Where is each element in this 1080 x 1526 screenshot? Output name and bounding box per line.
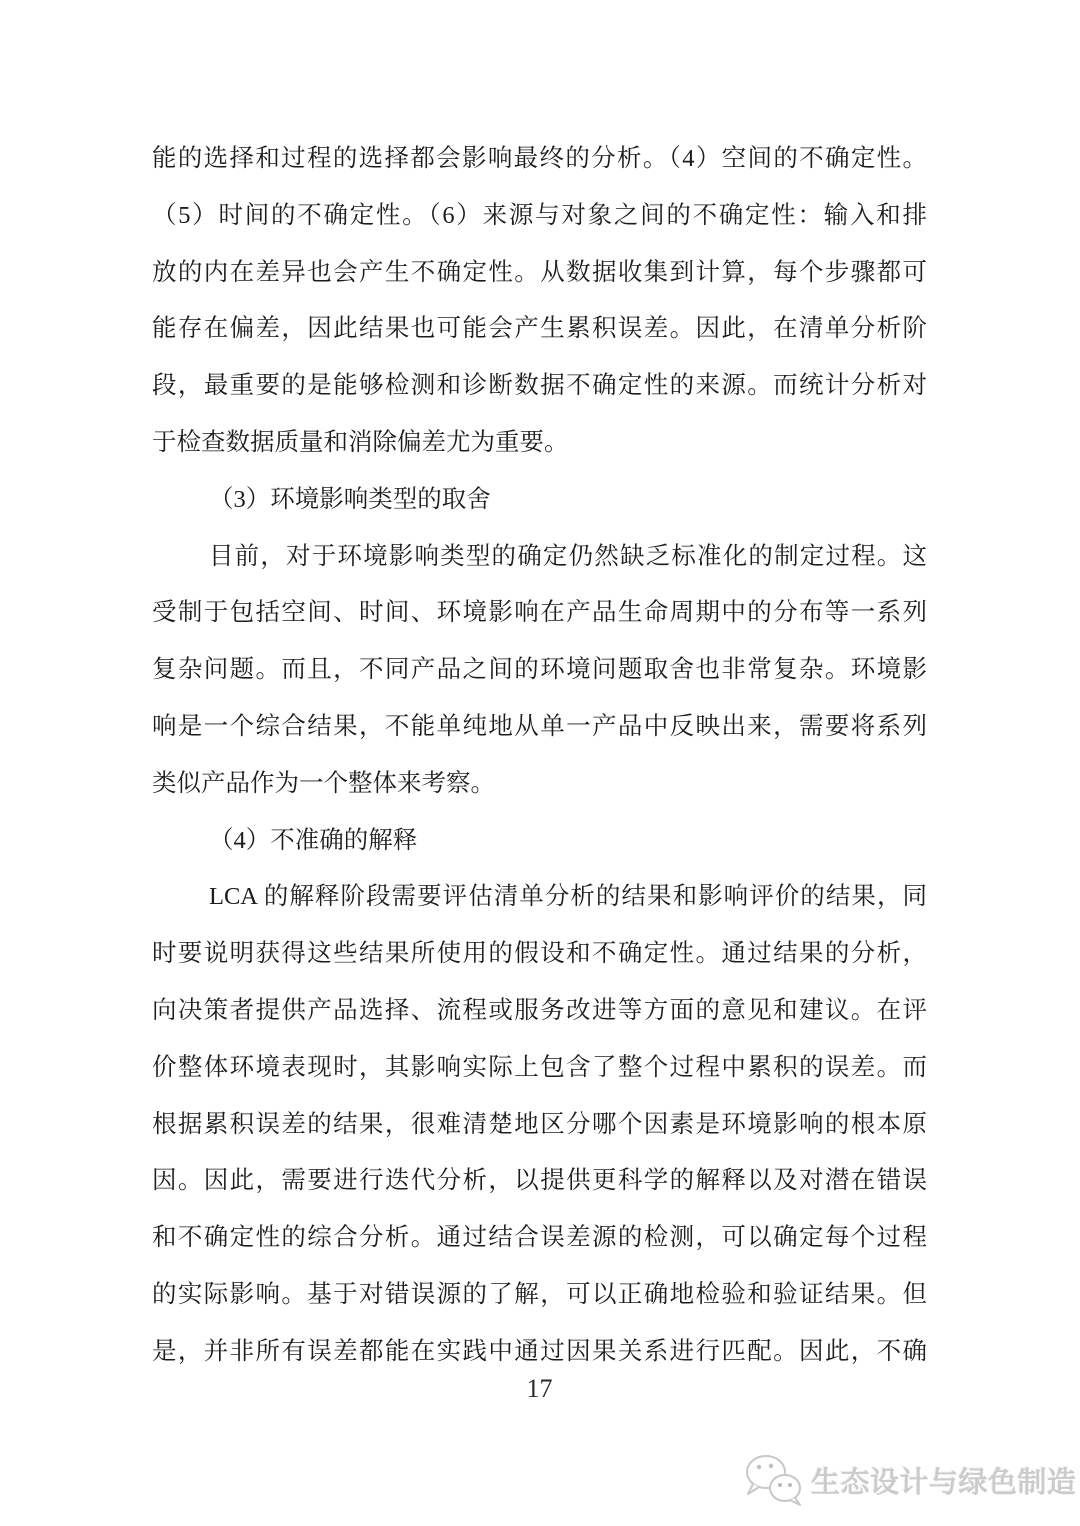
text-line: 时要说明获得这些结果所使用的假设和不确定性。通过结果的分析， <box>152 940 927 968</box>
text-line: 响是一个综合结果，不能单纯地从单一产品中反映出来，需要将系列 <box>152 712 927 740</box>
text-line: 段，最重要的是能够检测和诊断数据不确定性的来源。而统计分析对 <box>152 372 927 400</box>
text-line: 类似产品作为一个整体来考察。 <box>152 769 495 797</box>
text-line: 放的内在差异也会产生不确定性。从数据收集到计算，每个步骤都可 <box>152 258 927 286</box>
text-line: 和不确定性的综合分析。通过结合误差源的检测，可以确定每个过程 <box>152 1224 927 1252</box>
text-line: 于检查数据质量和消除偏差尤为重要。 <box>152 428 569 456</box>
text-line: （5）时间的不确定性。（6）来源与对象之间的不确定性：输入和排 <box>152 201 927 229</box>
wechat-watermark <box>744 1452 1077 1508</box>
text-line: 是，并非所有误差都能在实践中通过因果关系进行匹配。因此，不确 <box>152 1337 927 1365</box>
watermark-label: 生态设计与绿色制造 <box>811 1466 1077 1499</box>
page-number: 17 <box>526 1374 553 1403</box>
page-body-text <box>152 131 927 1381</box>
wechat-logo-icon <box>744 1452 804 1508</box>
text-line: （3）环境影响类型的取舍 <box>209 485 491 513</box>
text-line: LCA 的解释阶段需要评估清单分析的结果和影响评价的结果，同 <box>209 883 927 911</box>
text-line: 根据累积误差的结果，很难清楚地区分哪个因素是环境影响的根本原 <box>152 1110 927 1138</box>
text-line: 因。因此，需要进行迭代分析，以提供更科学的解释以及对潜在错误 <box>152 1167 927 1195</box>
text-line: （4）不准确的解释 <box>209 826 418 854</box>
text-line: 向决策者提供产品选择、流程或服务改进等方面的意见和建议。在评 <box>152 996 927 1024</box>
text-line: 价整体环境表现时，其影响实际上包含了整个过程中累积的误差。而 <box>152 1053 927 1081</box>
text-line: 能存在偏差，因此结果也可能会产生累积误差。因此，在清单分析阶 <box>152 315 927 343</box>
text-line: 受制于包括空间、时间、环境影响在产品生命周期中的分布等一系列 <box>152 599 927 627</box>
text-line: 能的选择和过程的选择都会影响最终的分析。（4）空间的不确定性。 <box>152 145 927 172</box>
text-line: 的实际影响。基于对错误源的了解，可以正确地检验和验证结果。但 <box>152 1280 927 1308</box>
text-line: 目前，对于环境影响类型的确定仍然缺乏标准化的制定过程。这 <box>209 542 927 570</box>
text-line: 复杂问题。而且，不同产品之间的环境问题取舍也非常复杂。环境影 <box>152 656 927 684</box>
